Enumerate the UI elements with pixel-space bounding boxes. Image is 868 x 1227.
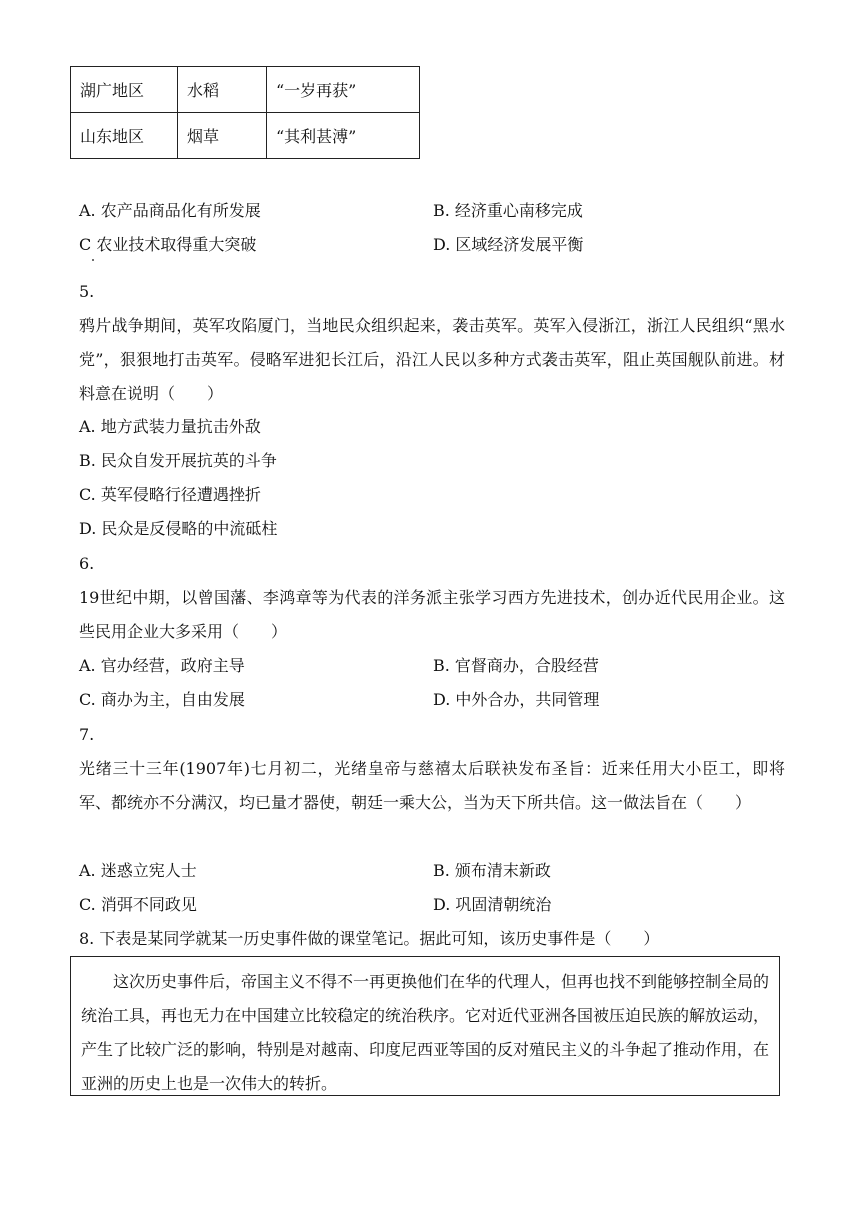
table-cell-crop: 水稻 [178, 67, 267, 113]
table-cell-region: 山东地区 [71, 113, 178, 159]
q7-option-b[interactable]: B. 颁布清末新政 [433, 861, 551, 880]
q4-option-d[interactable]: D. 区域经济发展平衡 [433, 235, 584, 254]
q5-option-b[interactable]: B. 民众自发开展抗英的斗争 [79, 451, 277, 470]
q7-option-d[interactable]: D. 巩固清朝统治 [433, 895, 552, 914]
q5-option-c[interactable]: C. 英军侵略行径遭遇挫折 [79, 485, 261, 504]
q5-stem: 鸦片战争期间，英军攻陷厦门，当地民众组织起来，袭击英军。英军入侵浙江，浙江人民组织“黑水党”，狠狠地打击英军。侵略军进犯长江后，沿江人民以多种方式袭击英军，阻止英国舰队前进。材料意在说明（ ） [79, 316, 785, 403]
q6-option-b[interactable]: B. 官督商办，合股经营 [433, 656, 599, 675]
stray-dot [92, 259, 94, 261]
q7-option-a[interactable]: A. 迷惑立宪人士 [79, 861, 197, 880]
q5-number: 5. [79, 282, 95, 301]
table-cell-note: “其利甚溥” [267, 113, 420, 159]
q6-number: 6. [79, 554, 95, 573]
q5-option-d[interactable]: D. 民众是反侵略的中流砥柱 [79, 519, 278, 538]
q7-number: 7. [79, 725, 95, 744]
table-cell-crop: 烟草 [178, 113, 267, 159]
q5-option-a[interactable]: A. 地方武装力量抗击外敌 [79, 417, 261, 436]
table-row [71, 67, 420, 113]
q4-option-c[interactable]: C 农业技术取得重大突破 [79, 235, 257, 254]
q7-option-c[interactable]: C. 消弭不同政见 [79, 895, 197, 914]
q6-option-a[interactable]: A. 官办经营，政府主导 [79, 656, 245, 675]
q6-option-c[interactable]: C. 商办为主，自由发展 [79, 690, 245, 709]
q4-option-a[interactable]: A. 农产品商品化有所发展 [79, 201, 261, 220]
q6-stem: 19世纪中期，以曾国藩、李鸿章等为代表的洋务派主张学习西方先进技术，创办近代民用企业。这些民用企业大多采用（ ） [79, 588, 785, 641]
q8-note-box: 这次历史事件后，帝国主义不得不一再更换他们在华的代理人，但再也找不到能够控制全局的统治工具，再也无力在中国建立比较稳定的统治秩序。它对近代亚洲各国被压迫民族的解放运动，产生了比较广泛的影响，特别是对越南、印度尼西亚等国的反对殖民主义的斗争起了推动作用，在亚洲的历史上也是一次伟大的转折。 [70, 956, 780, 1096]
table-cell-region: 湖广地区 [71, 67, 178, 113]
table-cell-note: “一岁再获” [267, 67, 420, 113]
q8-stem: 8. 下表是某同学就某一历史事件做的课堂笔记。据此可知，该历史事件是（ ） [79, 929, 660, 948]
table-row [71, 113, 420, 159]
crop-table [70, 66, 420, 159]
q7-stem: 光绪三十三年(1907年)七月初二，光绪皇帝与慈禧太后联袂发布圣旨：近来任用大小臣工，即将军、都统亦不分满汉，均已量才器使，朝廷一乘大公，当为天下所共信。这一做法旨在（ ） [79, 759, 785, 812]
q4-option-b[interactable]: B. 经济重心南移完成 [433, 201, 583, 220]
q6-option-d[interactable]: D. 中外合办，共同管理 [433, 690, 600, 709]
